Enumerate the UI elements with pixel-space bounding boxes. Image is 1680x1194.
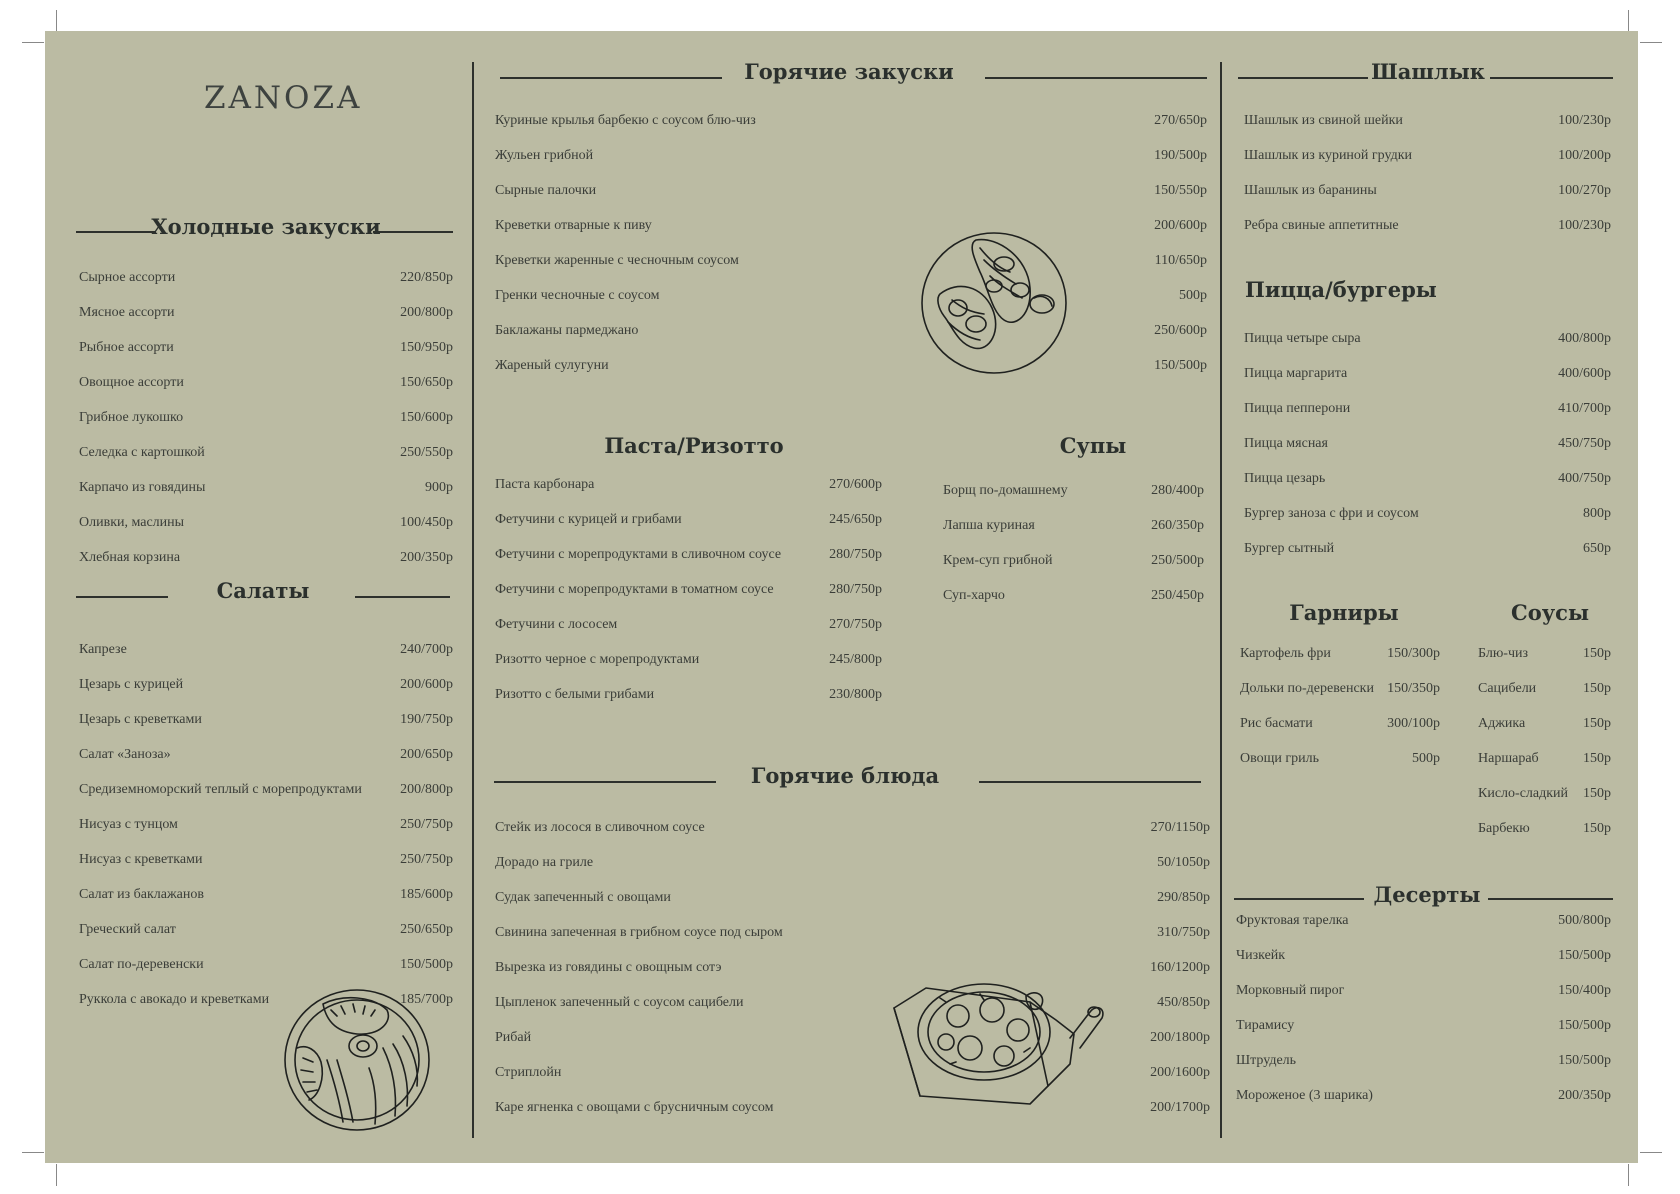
menu-item-price: 250/750р [400,852,453,867]
menu-item-name: Рибай [495,1030,532,1045]
menu-item-name: Паста карбонара [495,477,595,492]
menu-item-name: Баклажаны пармеджано [495,323,639,338]
menu-item-price: 310/750р [1157,925,1210,940]
menu-item-price: 250/650р [400,922,453,937]
crop-mark [1628,10,1629,32]
menu-item-name: Средиземноморский теплый с морепродуктами [79,782,362,797]
menu-item-name: Рис басмати [1240,716,1313,731]
menu-item-name: Суп-харчо [943,588,1005,603]
menu-item-price: 100/450р [400,515,453,530]
menu-item-price: 150р [1583,786,1611,801]
menu-item-price: 200/800р [400,305,453,320]
section-title-sauces: Соусы [1510,600,1590,625]
menu-item-price: 270/600р [829,477,882,492]
section-title-salads: Салаты [216,578,310,603]
section-title-desserts: Десерты [1373,882,1481,907]
menu-item-name: Грибное лукошко [79,410,184,425]
menu-item-price: 150/500р [400,957,453,972]
menu-item-price: 250/750р [400,817,453,832]
menu-item-price: 200/600р [1154,218,1207,233]
title-rule [1488,898,1613,900]
menu-item-name: Греческий салат [79,922,176,937]
menu-item-name: Жареный сулугуни [495,358,609,373]
menu-item-name: Цезарь с курицей [79,677,184,692]
section-title-hot-dishes: Горячие блюда [750,763,940,788]
menu-item-name: Шашлык из баранины [1244,183,1377,198]
section-title-shashlik: Шашлык [1371,59,1485,84]
menu-item-name: Руккола с авокадо и креветками [79,992,270,1007]
pizza-board-icon [880,968,1108,1116]
menu-item-name: Лапша куриная [943,518,1035,533]
menu-item-price: 200/1800р [1150,1030,1210,1045]
menu-item-name: Морковный пирог [1236,983,1345,998]
menu-item-price: 500р [1179,288,1207,303]
menu-item-price: 800р [1583,506,1611,521]
menu-item-price: 250/600р [1154,323,1207,338]
menu-item-price: 150/650р [400,375,453,390]
crop-mark [1640,42,1662,43]
menu-item-name: Куриные крылья барбекю с соусом блю-чиз [495,113,756,128]
menu-item-name: Барбекю [1478,821,1530,836]
menu-item-price: 200/350р [400,550,453,565]
menu-item-price: 300/100р [1387,716,1440,731]
menu-item-name: Цезарь с креветками [79,712,202,727]
column-divider [472,62,474,1138]
menu-item-name: Судак запеченный с овощами [495,890,671,905]
menu-item-price: 200/350р [1558,1088,1611,1103]
menu-item-name: Мороженое (3 шарика) [1236,1088,1373,1103]
brand-logo: ZANOZA [204,80,363,116]
menu-item-price: 220/850р [400,270,453,285]
menu-item-name: Бургер сытный [1244,541,1335,556]
menu-item-name: Креветки жаренные с чесночным соусом [495,253,739,268]
menu-item-price: 250/450р [1151,588,1204,603]
title-rule [76,596,168,598]
title-rule [373,231,453,233]
menu-item-name: Свинина запеченная в грибном соусе под сыром [495,925,783,940]
menu-item-price: 400/600р [1558,366,1611,381]
title-rule [76,231,156,233]
menu-item-name: Шашлык из свиной шейки [1244,113,1403,128]
crop-mark [22,42,44,43]
menu-item-name: Салат «Заноза» [79,747,171,762]
section-title-pizza: Пицца/бургеры [1245,277,1437,302]
menu-item-name: Пицца пепперони [1244,401,1351,416]
menu-item-price: 280/400р [1151,483,1204,498]
menu-item-price: 150р [1583,821,1611,836]
menu-item-name: Фруктовая тарелка [1236,913,1349,928]
menu-item-price: 900р [425,480,453,495]
menu-item-price: 200/1600р [1150,1065,1210,1080]
menu-item-price: 150/500р [1558,1053,1611,1068]
menu-item-name: Шашлык из куриной грудки [1244,148,1413,163]
menu-item-price: 50/1050р [1157,855,1210,870]
menu-item-price: 410/700р [1558,401,1611,416]
dumplings-plate-icon [918,228,1070,378]
menu-item-price: 200/600р [400,677,453,692]
menu-item-price: 500/800р [1558,913,1611,928]
menu-item-name: Фетучини с лососем [495,617,618,632]
menu-item-name: Сырные палочки [495,183,597,198]
menu-item-price: 150/400р [1558,983,1611,998]
title-rule [1234,898,1364,900]
menu-item-price: 100/200р [1558,148,1611,163]
menu-item-name: Борщ по-домашнему [943,483,1068,498]
menu-item-price: 150/550р [1154,183,1207,198]
menu-item-price: 250/550р [400,445,453,460]
title-rule [355,596,450,598]
crop-mark [1628,1164,1629,1186]
menu-item-price: 450/750р [1558,436,1611,451]
menu-item-name: Ребра свиные аппетитные [1244,218,1399,233]
menu-item-price: 150р [1583,681,1611,696]
menu-item-name: Овощное ассорти [79,375,184,390]
menu-item-price: 500р [1412,751,1440,766]
menu-item-price: 190/500р [1154,148,1207,163]
menu-item-name: Селедка с картошкой [79,445,205,460]
menu-item-price: 185/600р [400,887,453,902]
menu-item-name: Жульен грибной [495,148,594,163]
menu-item-name: Салат из баклажанов [79,887,204,902]
menu-item-price: 150/350р [1387,681,1440,696]
menu-item-name: Вырезка из говядины с овощным сотэ [495,960,722,975]
crop-mark [22,1152,44,1153]
section-title-sides: Гарниры [1289,600,1399,625]
crop-mark [1640,1152,1662,1153]
menu-item-name: Стейк из лосося в сливочном соусе [495,820,705,835]
column-divider [1220,62,1222,1138]
menu-item-name: Гренки чесночные с соусом [495,288,660,303]
title-rule [500,77,722,79]
menu-item-name: Оливки, маслины [79,515,185,530]
menu-item-price: 200/650р [400,747,453,762]
menu-item-price: 100/230р [1558,218,1611,233]
menu-item-price: 150/500р [1154,358,1207,373]
menu-item-name: Пицца маргарита [1244,366,1348,381]
menu-item-name: Пицца четыре сыра [1244,331,1361,346]
menu-item-name: Наршараб [1478,751,1539,766]
menu-item-price: 400/800р [1558,331,1611,346]
menu-item-name: Крем-суп грибной [943,553,1053,568]
menu-item-price: 150/600р [400,410,453,425]
menu-item-name: Мясное ассорти [79,305,175,320]
menu-item-name: Креветки отварные к пиву [495,218,652,233]
menu-item-name: Фетучини с курицей и грибами [495,512,682,527]
menu-item-price: 650р [1583,541,1611,556]
menu-item-price: 240/700р [400,642,453,657]
menu-item-price: 270/650р [1154,113,1207,128]
menu-item-name: Блю-чиз [1478,646,1529,661]
menu-item-price: 150/500р [1558,1018,1611,1033]
menu-item-name: Картофель фри [1240,646,1331,661]
menu-item-price: 150р [1583,646,1611,661]
menu-item-price: 160/1200р [1150,960,1210,975]
menu-item-name: Пицца цезарь [1244,471,1326,486]
title-rule [985,77,1207,79]
menu-item-name: Аджика [1478,716,1526,731]
section-title-hot-starters: Горячие закуски [744,59,954,84]
menu-item-name: Хлебная корзина [79,550,181,565]
menu-item-price: 270/1150р [1150,820,1210,835]
menu-item-name: Нисуаз с креветками [79,852,203,867]
menu-item-price: 400/750р [1558,471,1611,486]
menu-item-price: 200/1700р [1150,1100,1210,1115]
menu-item-name: Пицца мясная [1244,436,1328,451]
menu-item-name: Бургер заноза с фри и соусом [1244,506,1419,521]
menu-item-price: 290/850р [1157,890,1210,905]
menu-item-name: Салат по-деревенски [79,957,204,972]
menu-item-price: 190/750р [400,712,453,727]
menu-item-name: Сырное ассорти [79,270,176,285]
menu-item-name: Ризотто черное с морепродуктами [495,652,700,667]
menu-item-name: Стриплойн [495,1065,562,1080]
menu-item-name: Дорадо на гриле [495,855,594,870]
menu-item-name: Овощи гриль [1240,751,1320,766]
menu-item-name: Кисло-сладкий [1478,786,1569,801]
menu-item-name: Фетучини с морепродуктами в сливочном соусе [495,547,782,562]
menu-item-name: Штрудель [1236,1053,1297,1068]
menu-item-name: Дольки по-деревенски [1240,681,1374,696]
menu-item-name: Рыбное ассорти [79,340,174,355]
crop-mark [56,10,57,32]
menu-item-name: Каре ягненка с овощами с брусничным соусом [495,1100,774,1115]
salad-bowl-icon [283,988,431,1132]
menu-item-price: 150р [1583,716,1611,731]
menu-item-price: 245/650р [829,512,882,527]
menu-item-price: 280/750р [829,582,882,597]
menu-item-price: 260/350р [1151,518,1204,533]
menu-item-price: 110/650р [1154,253,1207,268]
menu-item-price: 230/800р [829,687,882,702]
menu-item-name: Ризотто с белыми грибами [495,687,655,702]
section-title-soups: Супы [1059,433,1127,458]
title-rule [979,781,1201,783]
crop-mark [56,1164,57,1186]
menu-item-name: Тирамису [1236,1018,1295,1033]
menu-item-price: 100/230р [1558,113,1611,128]
menu-item-name: Фетучини с морепродуктами в томатном соусе [495,582,774,597]
menu-item-price: 185/700р [400,992,453,1007]
menu-item-price: 280/750р [829,547,882,562]
menu-item-price: 150/500р [1558,948,1611,963]
menu-item-price: 150р [1583,751,1611,766]
menu-item-price: 250/500р [1151,553,1204,568]
menu-item-name: Чизкейк [1236,948,1286,963]
menu-item-price: 150/950р [400,340,453,355]
section-title-pasta: Паста/Ризотто [604,433,784,458]
menu-item-price: 245/800р [829,652,882,667]
menu-item-name: Нисуаз с тунцом [79,817,178,832]
menu-item-price: 270/750р [829,617,882,632]
menu-item-name: Карпачо из говядины [79,480,206,495]
menu-item-price: 150/300р [1387,646,1440,661]
menu-item-price: 200/800р [400,782,453,797]
menu-item-name: Цыпленок запеченный с соусом сацибели [495,995,744,1010]
title-rule [1490,77,1613,79]
title-rule [494,781,716,783]
menu-item-name: Капрезе [79,642,127,657]
menu-item-price: 100/270р [1558,183,1611,198]
menu-item-price: 450/850р [1157,995,1210,1010]
section-title-cold-starters: Холодные закуски [151,214,381,239]
title-rule [1238,77,1368,79]
menu-item-name: Сацибели [1478,681,1537,696]
